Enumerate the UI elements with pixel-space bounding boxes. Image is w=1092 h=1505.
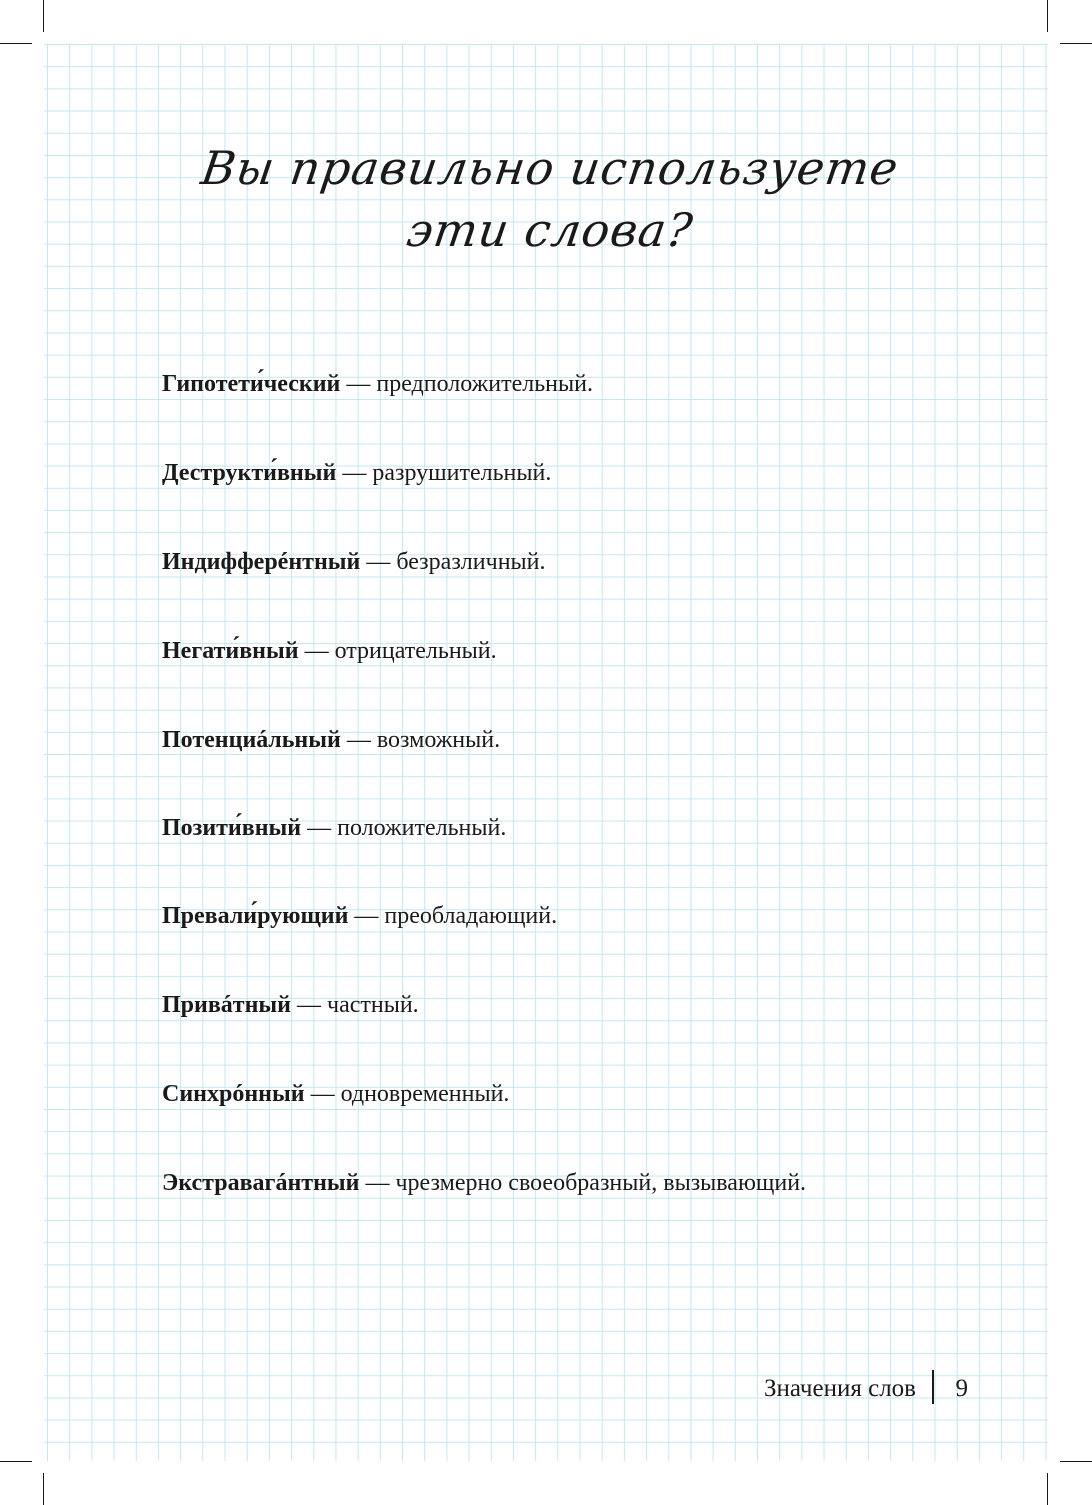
- word-entry: [162, 993, 419, 1017]
- page-number: 9: [955, 1375, 968, 1402]
- entry-term: Привáтный: [162, 992, 291, 1018]
- crop-mark: [1060, 43, 1092, 44]
- entry-definition: — предположительный.: [340, 371, 593, 397]
- word-entry: [162, 816, 506, 840]
- entry-term: Потенциáльный: [162, 727, 341, 753]
- word-entry: [162, 728, 500, 752]
- entry-definition: — безразличный.: [360, 549, 546, 575]
- entry-term: Негати́вный: [162, 638, 299, 664]
- entry-term: Превали́рующий: [162, 903, 349, 929]
- word-entry: [162, 639, 497, 663]
- entry-term: Экстравагáнтный: [162, 1170, 360, 1196]
- word-entry: [162, 372, 593, 396]
- entry-definition: — частный.: [291, 992, 419, 1018]
- entry-definition: — возможный.: [340, 727, 501, 753]
- entry-term: Гипотети́ческий: [162, 371, 341, 397]
- crop-mark: [1060, 1461, 1092, 1462]
- entry-definition: — отрицательный.: [298, 638, 497, 664]
- entry-term: Позити́вный: [162, 815, 302, 841]
- crop-mark: [43, 1473, 44, 1505]
- crop-mark: [43, 0, 44, 32]
- entry-definition: — одновременный.: [304, 1081, 510, 1107]
- page-title-line-2: эти слова?: [403, 203, 697, 257]
- crop-mark: [0, 1461, 32, 1462]
- entry-term: Индифферéнтный: [162, 549, 361, 575]
- entry-definition: — преобладающий.: [348, 903, 558, 929]
- section-name: Значения слов: [763, 1375, 916, 1402]
- entry-term: Деструкти́вный: [162, 460, 337, 486]
- word-entry: [162, 550, 546, 574]
- entry-term: Синхрóнный: [162, 1081, 305, 1107]
- footer-divider: [932, 1370, 934, 1404]
- word-entry: [162, 1171, 806, 1195]
- page-title-line-1: Вы правильно используете: [197, 141, 903, 195]
- entry-definition: — разрушительный.: [336, 460, 552, 486]
- entry-definition: — положительный.: [301, 815, 507, 841]
- entry-definition: — чрезмерно своеобразный, вызывающий.: [359, 1170, 807, 1196]
- word-entry: [162, 1082, 509, 1106]
- word-entry: [162, 461, 551, 485]
- crop-mark: [1047, 0, 1048, 32]
- crop-mark: [0, 43, 32, 44]
- crop-mark: [1047, 1473, 1048, 1505]
- word-entry: [162, 904, 557, 928]
